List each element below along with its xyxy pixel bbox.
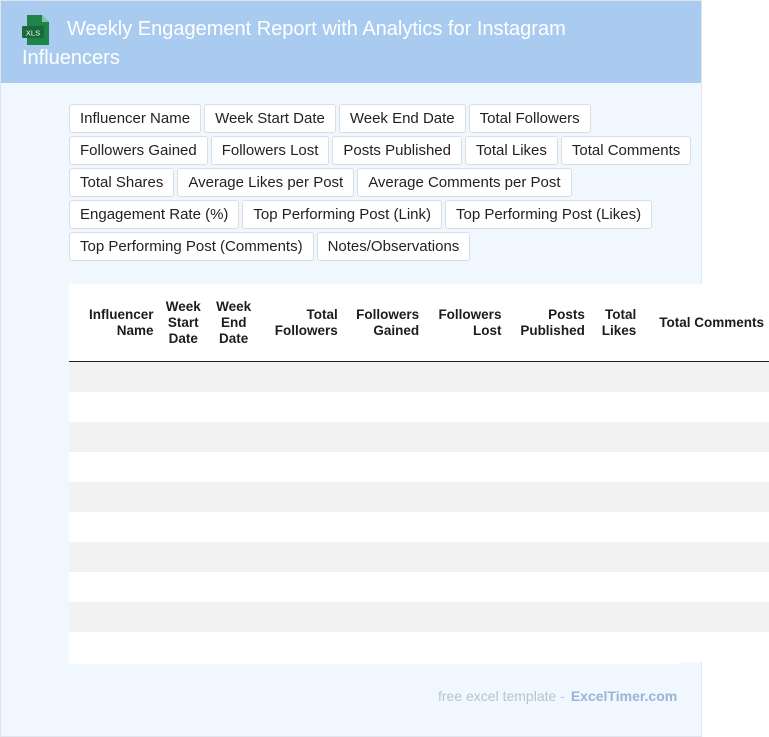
table-cell[interactable] [159, 632, 208, 662]
table-cell[interactable] [590, 392, 641, 422]
table-cell[interactable] [506, 632, 589, 662]
table-cell[interactable] [69, 452, 159, 482]
table-cell[interactable] [506, 362, 589, 393]
table-cell[interactable] [208, 542, 259, 572]
table-cell[interactable] [424, 362, 506, 393]
column-header: Influencer Name [69, 284, 159, 362]
table-cell[interactable] [69, 542, 159, 572]
table-row [69, 602, 769, 632]
table-cell[interactable] [159, 512, 208, 542]
table-cell[interactable] [641, 392, 769, 422]
field-chip[interactable]: Followers Gained [69, 136, 208, 165]
table-cell[interactable] [590, 512, 641, 542]
table-cell[interactable] [159, 572, 208, 602]
table-cell[interactable] [69, 572, 159, 602]
field-chip[interactable]: Engagement Rate (%) [69, 200, 239, 229]
column-header: Total Likes [590, 284, 641, 362]
table-cell[interactable] [69, 362, 159, 393]
header-bar [1, 1, 701, 83]
table-cell[interactable] [506, 602, 589, 632]
table-cell[interactable] [343, 512, 424, 542]
table-cell[interactable] [208, 632, 259, 662]
table-cell[interactable] [159, 482, 208, 512]
table-cell[interactable] [343, 542, 424, 572]
table-cell[interactable] [208, 362, 259, 393]
table-cell[interactable] [259, 542, 342, 572]
table-row [69, 572, 769, 602]
table-row [69, 422, 769, 452]
field-chip[interactable]: Total Likes [465, 136, 558, 165]
table-cell[interactable] [343, 422, 424, 452]
footer-brand-link[interactable]: ExcelTimer.com [570, 688, 678, 704]
field-chip[interactable]: Influencer Name [69, 104, 201, 133]
table-cell[interactable] [343, 572, 424, 602]
table-cell[interactable] [69, 632, 159, 662]
table-cell[interactable] [343, 452, 424, 482]
field-chip[interactable]: Followers Lost [211, 136, 330, 165]
field-chip[interactable]: Top Performing Post (Comments) [69, 232, 314, 261]
table-cell[interactable] [208, 452, 259, 482]
table-row [69, 362, 769, 393]
table-cell[interactable] [159, 602, 208, 632]
table-cell[interactable] [590, 482, 641, 512]
table-cell[interactable] [424, 602, 506, 632]
table-cell[interactable] [641, 542, 769, 572]
table-header-row [69, 284, 769, 362]
table-cell[interactable] [641, 452, 769, 482]
table-cell[interactable] [208, 512, 259, 542]
field-chip[interactable]: Top Performing Post (Likes) [445, 200, 652, 229]
table-cell[interactable] [424, 452, 506, 482]
table-cell[interactable] [641, 422, 769, 452]
table-cell[interactable] [343, 362, 424, 393]
table-cell[interactable] [590, 602, 641, 632]
footer-text: free excel template - [438, 688, 565, 704]
table-cell[interactable] [159, 542, 208, 572]
field-chip[interactable]: Top Performing Post (Link) [242, 200, 442, 229]
table-cell[interactable] [424, 512, 506, 542]
field-chip[interactable]: Total Comments [561, 136, 691, 165]
table-cell[interactable] [590, 452, 641, 482]
table-cell[interactable] [424, 392, 506, 422]
footer [438, 688, 677, 704]
table-cell[interactable] [69, 602, 159, 632]
column-header: Posts Published [506, 284, 589, 362]
table-cell[interactable] [424, 572, 506, 602]
table-cell[interactable] [208, 482, 259, 512]
table-cell[interactable] [506, 482, 589, 512]
field-chip[interactable]: Total Shares [69, 168, 174, 197]
column-header: Week End Date [208, 284, 259, 362]
table-row [69, 632, 769, 662]
table-cell[interactable] [69, 392, 159, 422]
table-cell[interactable] [641, 482, 769, 512]
table-cell[interactable] [424, 632, 506, 662]
field-chip[interactable]: Posts Published [332, 136, 462, 165]
table-container[interactable] [69, 284, 764, 664]
table-cell[interactable] [506, 452, 589, 482]
table-cell[interactable] [506, 512, 589, 542]
table-cell[interactable] [641, 602, 769, 632]
table-cell[interactable] [343, 482, 424, 512]
table-cell[interactable] [343, 632, 424, 662]
table-cell[interactable] [424, 422, 506, 452]
table-cell[interactable] [343, 392, 424, 422]
page-title: Weekly Engagement Report with Analytics for Instagram Influencers [22, 18, 566, 69]
table-cell[interactable] [506, 392, 589, 422]
field-chip[interactable]: Week Start Date [204, 104, 336, 133]
xls-icon-label: XLS [25, 28, 41, 38]
table-row [69, 542, 769, 572]
column-header: Followers Lost [424, 284, 506, 362]
table-cell[interactable] [259, 392, 342, 422]
table-cell[interactable] [259, 632, 342, 662]
table-cell[interactable] [590, 542, 641, 572]
table-cell[interactable] [159, 392, 208, 422]
table-cell[interactable] [641, 362, 769, 393]
table-cell[interactable] [641, 572, 769, 602]
table-row [69, 482, 769, 512]
column-header: Total Followers [259, 284, 342, 362]
table-row [69, 452, 769, 482]
table-cell[interactable] [69, 422, 159, 452]
field-chip-list [69, 104, 695, 261]
table-cell[interactable] [259, 482, 342, 512]
table-cell[interactable] [259, 512, 342, 542]
table-cell[interactable] [506, 572, 589, 602]
table-cell[interactable] [159, 452, 208, 482]
table-cell[interactable] [424, 482, 506, 512]
column-header: Followers Gained [343, 284, 424, 362]
table-cell[interactable] [259, 422, 342, 452]
column-header: Total Comments [641, 284, 769, 362]
table-cell[interactable] [259, 362, 342, 393]
field-chip[interactable]: Notes/Observations [317, 232, 471, 261]
table-cell[interactable] [506, 542, 589, 572]
column-header: Week Start Date [159, 284, 208, 362]
table-cell[interactable] [259, 452, 342, 482]
table-cell[interactable] [208, 602, 259, 632]
table-cell[interactable] [641, 512, 769, 542]
table-cell[interactable] [208, 572, 259, 602]
table-row [69, 392, 769, 422]
table-cell[interactable] [259, 602, 342, 632]
table-cell[interactable] [159, 422, 208, 452]
data-table [69, 284, 769, 662]
table-cell[interactable] [590, 422, 641, 452]
table-cell[interactable] [590, 362, 641, 393]
field-chip[interactable]: Average Likes per Post [177, 168, 354, 197]
table-cell[interactable] [159, 362, 208, 393]
table-cell[interactable] [590, 572, 641, 602]
table-cell[interactable] [590, 632, 641, 662]
table-cell[interactable] [69, 512, 159, 542]
table-cell[interactable] [641, 632, 769, 662]
table-row [69, 512, 769, 542]
table-cell[interactable] [506, 422, 589, 452]
table-cell[interactable] [208, 422, 259, 452]
table-cell[interactable] [424, 542, 506, 572]
table-cell[interactable] [208, 392, 259, 422]
table-cell[interactable] [259, 572, 342, 602]
field-chip[interactable]: Total Followers [469, 104, 591, 133]
field-chip[interactable]: Average Comments per Post [357, 168, 571, 197]
table-cell[interactable] [343, 602, 424, 632]
table-cell[interactable] [69, 482, 159, 512]
field-chip[interactable]: Week End Date [339, 104, 466, 133]
table-body [69, 362, 769, 663]
